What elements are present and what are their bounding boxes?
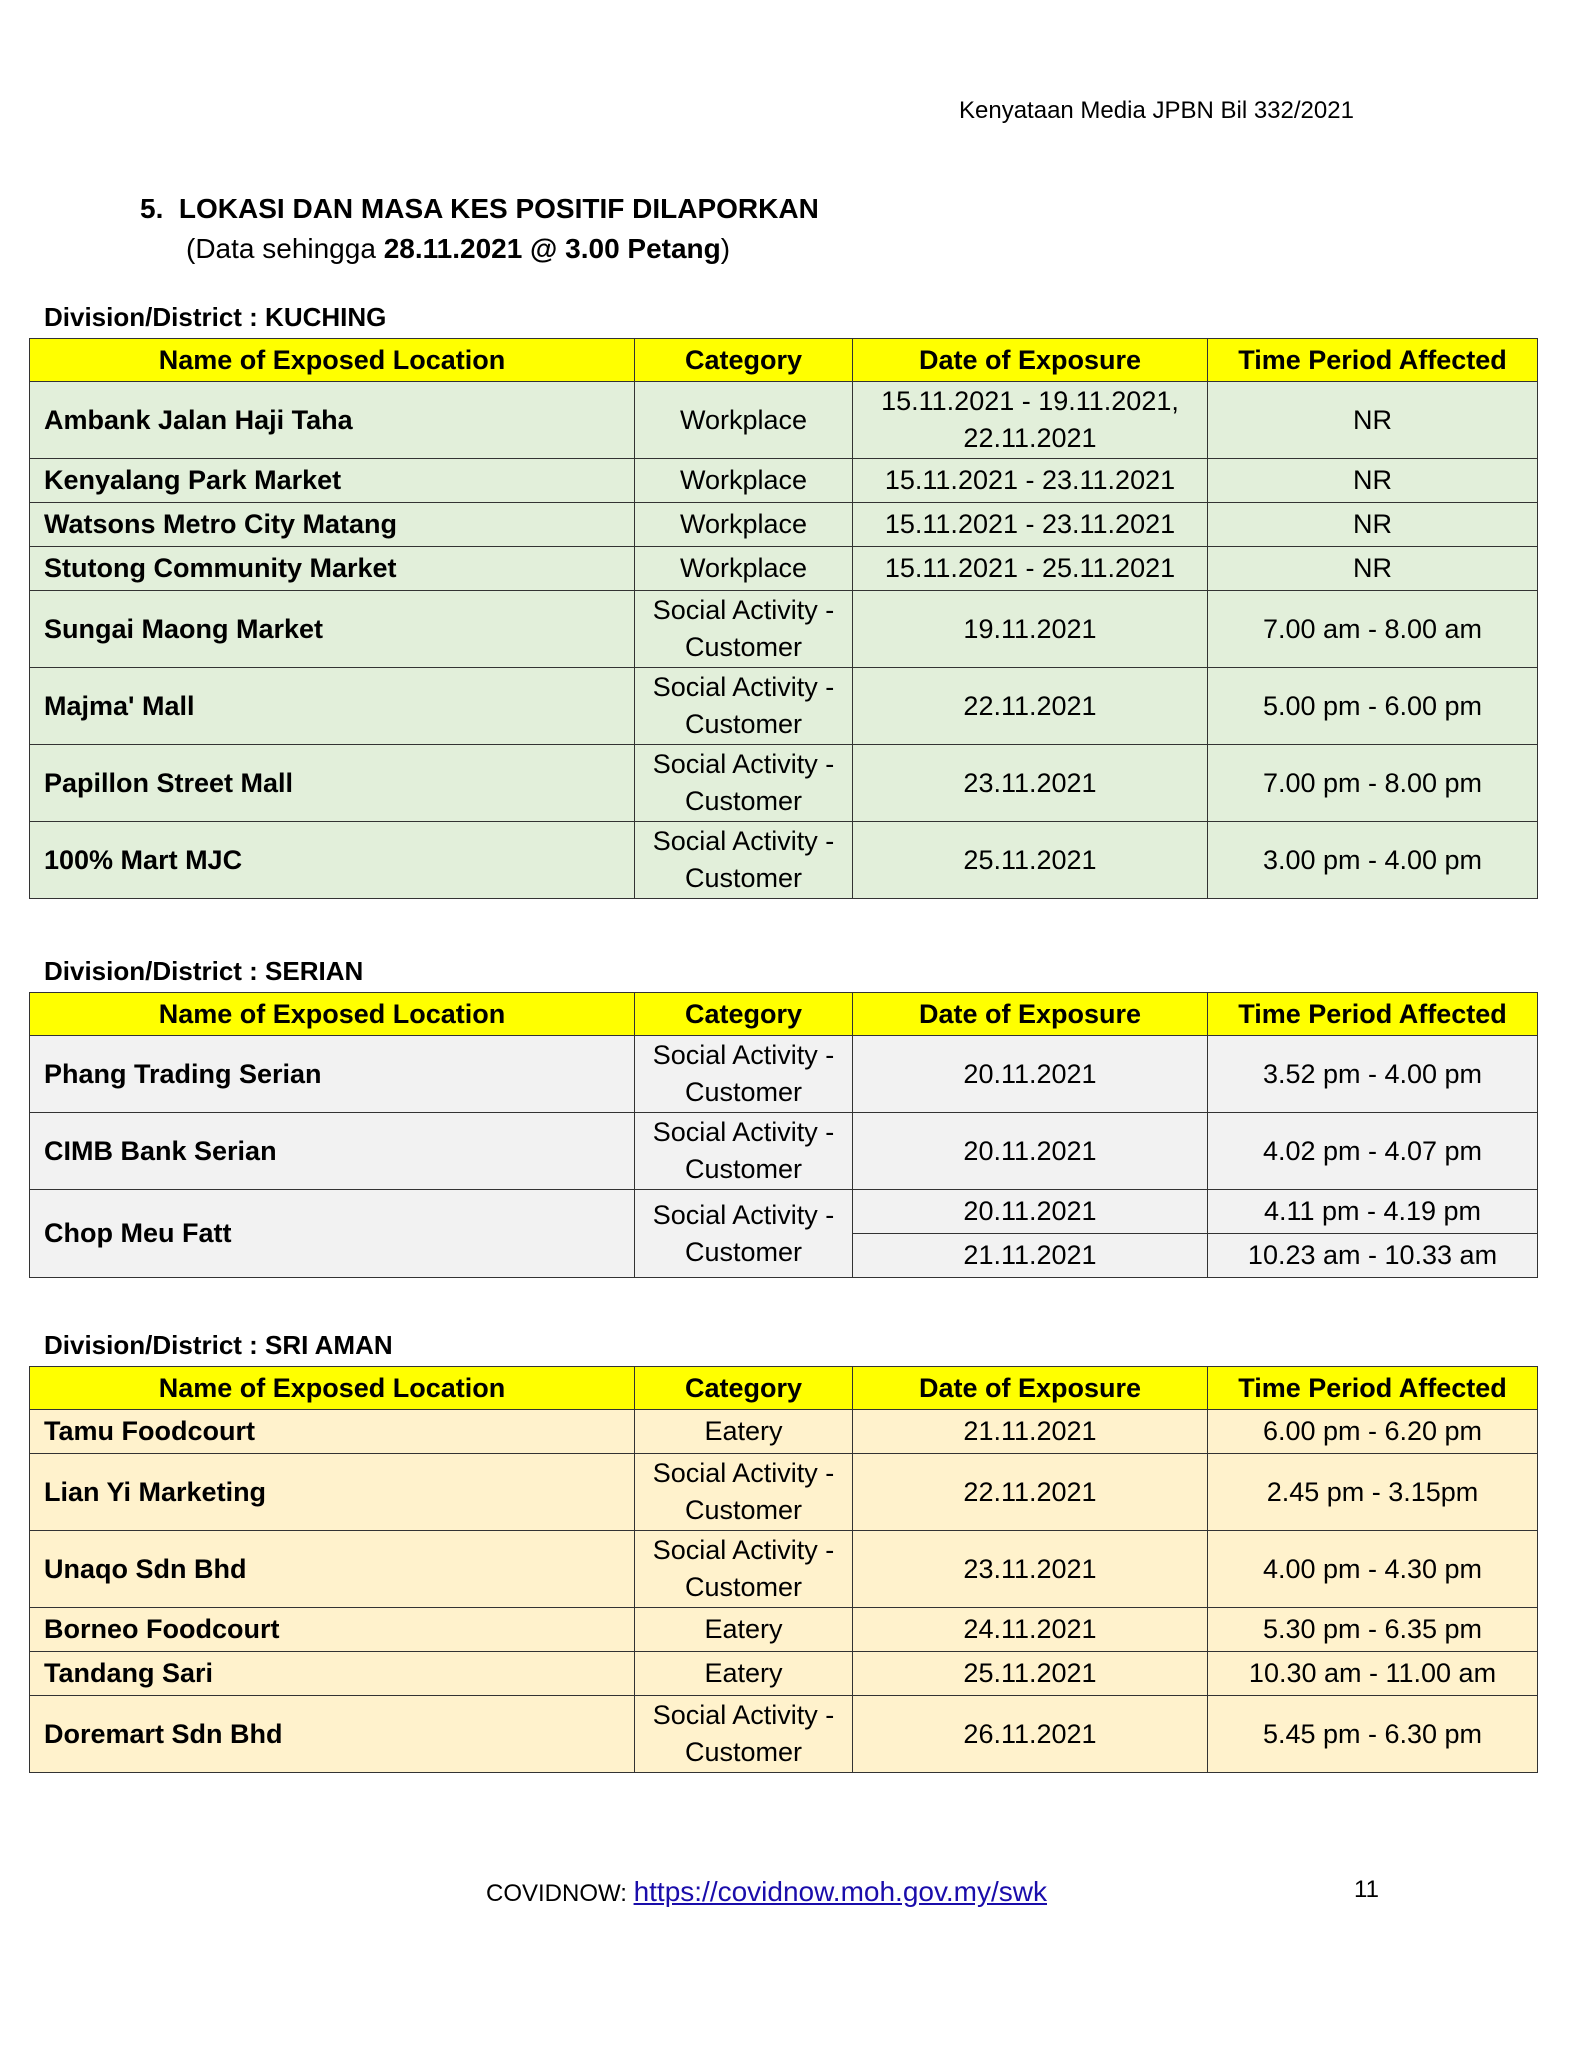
table-row: Borneo Foodcourt Eatery 24.11.2021 5.30 pm - 6.35 pm (30, 1608, 1538, 1652)
table-row: 21.11.2021 10.23 am - 10.33 am (30, 1234, 1538, 1278)
district-label-serian: Division/District : SERIAN (44, 956, 364, 986)
table-row: Ambank Jalan Haji Taha Workplace 15.11.2021 - 19.11.2021, 22.11.2021 NR (30, 382, 1538, 459)
footer (486, 1876, 1047, 1908)
column-header-location: Name of Exposed Location (30, 993, 635, 1036)
table-row: Sungai Maong Market Social Activity - Customer 19.11.2021 7.00 am - 8.00 am (30, 591, 1538, 668)
section-heading: LOKASI DAN MASA KES POSITIF DILAPORKAN (178, 193, 819, 224)
table-row: Chop Meu Fatt Social Activity - Customer 20.11.2021 4.11 pm - 4.19 pm (30, 1190, 1538, 1234)
serian-table (29, 992, 1538, 1278)
kuching-table (29, 338, 1538, 899)
column-header-location: Name of Exposed Location (30, 1367, 635, 1410)
section-title (140, 193, 819, 225)
table-header-row (30, 993, 1538, 1036)
table-row: CIMB Bank Serian Social Activity - Customer 20.11.2021 4.02 pm - 4.07 pm (30, 1113, 1538, 1190)
column-header-category: Category (635, 1367, 853, 1410)
sri-aman-table (29, 1366, 1538, 1773)
column-header-category: Category (635, 993, 853, 1036)
table-header-row (30, 339, 1538, 382)
column-header-location: Name of Exposed Location (30, 339, 635, 382)
table-row: Doremart Sdn Bhd Social Activity - Customer 26.11.2021 5.45 pm - 6.30 pm (30, 1696, 1538, 1773)
column-header-date: Date of Exposure (853, 993, 1208, 1036)
column-header-time: Time Period Affected (1208, 1367, 1538, 1410)
column-header-date: Date of Exposure (853, 1367, 1208, 1410)
table-row: Lian Yi Marketing Social Activity - Customer 22.11.2021 2.45 pm - 3.15pm (30, 1454, 1538, 1531)
column-header-date: Date of Exposure (853, 339, 1208, 382)
table-row: Kenyalang Park Market Workplace 15.11.2021 - 23.11.2021 NR (30, 459, 1538, 503)
district-label-kuching: Division/District : KUCHING (44, 302, 387, 332)
table-row: Watsons Metro City Matang Workplace 15.11.2021 - 23.11.2021 NR (30, 503, 1538, 547)
column-header-time: Time Period Affected (1208, 993, 1538, 1036)
table-row: Tamu Foodcourt Eatery 21.11.2021 6.00 pm - 6.20 pm (30, 1410, 1538, 1454)
section-subtitle: (Data sehingga 28.11.2021 @ 3.00 Petang) (186, 233, 731, 264)
table-row: Unaqo Sdn Bhd Social Activity - Customer 23.11.2021 4.00 pm - 4.30 pm (30, 1531, 1538, 1608)
table-row: Tandang Sari Eatery 25.11.2021 10.30 am - 11.00 am (30, 1652, 1538, 1696)
table-row: Phang Trading Serian Social Activity - Customer 20.11.2021 3.52 pm - 4.00 pm (30, 1036, 1538, 1113)
district-label-sri-aman: Division/District : SRI AMAN (44, 1330, 393, 1360)
table-row: 100% Mart MJC Social Activity - Customer 25.11.2021 3.00 pm - 4.00 pm (30, 822, 1538, 899)
table-row: Papillon Street Mall Social Activity - Customer 23.11.2021 7.00 pm - 8.00 pm (30, 745, 1538, 822)
table-header-row (30, 1367, 1538, 1410)
covidnow-link[interactable]: https://covidnow.moh.gov.my/swk (633, 1876, 1047, 1907)
footer-label: COVIDNOW: (486, 1880, 634, 1907)
table-row: Majma' Mall Social Activity - Customer 22.11.2021 5.00 pm - 6.00 pm (30, 668, 1538, 745)
column-header-category: Category (635, 339, 853, 382)
data-cutoff: 28.11.2021 @ 3.00 Petang (383, 233, 721, 264)
page-number: 11 (1354, 1876, 1379, 1903)
table-row: Stutong Community Market Workplace 15.11.2021 - 25.11.2021 NR (30, 547, 1538, 591)
section-number: 5. (140, 193, 164, 224)
column-header-time: Time Period Affected (1208, 339, 1538, 382)
document-reference: Kenyataan Media JPBN Bil 332/2021 (959, 97, 1354, 124)
